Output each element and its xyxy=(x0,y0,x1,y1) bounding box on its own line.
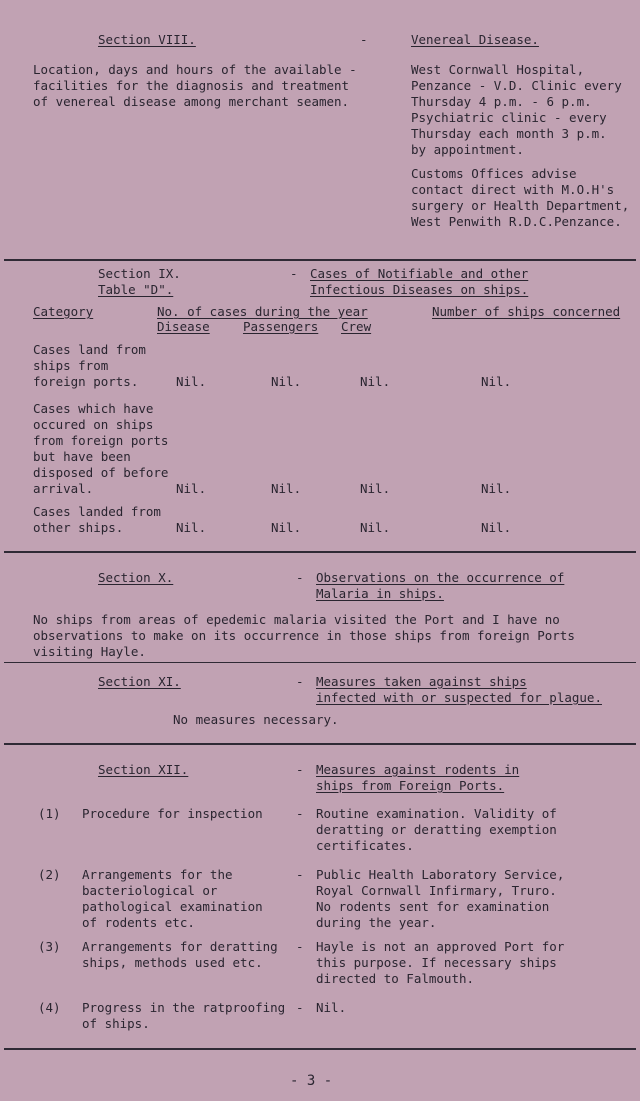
section-divider xyxy=(4,662,636,663)
item-text: Nil. xyxy=(316,1000,347,1015)
row-category: Cases which have occured on ships from foreign ports but have been disposed of before arrival. xyxy=(33,401,169,496)
item-text: Routine examination. Validity of deratting or deratting exemption certificates. xyxy=(316,806,557,853)
section-ix-heading-line1: Cases of Notifiable and other xyxy=(310,266,529,281)
section-xii-title: Section XII. xyxy=(98,762,189,777)
item-label: Arrangements for the bacteriological or pathological examination of rodents etc. xyxy=(82,867,263,930)
section-viii-description: Location, days and hours of the available - facilities for the diagnosis and treatment of venereal disease among merchant seamen. xyxy=(33,62,357,109)
cell-ships: Nil. xyxy=(481,374,512,389)
section-x-heading-line2: Malaria in ships. xyxy=(316,586,444,601)
item-label: Progress in the ratproofing of ships. xyxy=(82,1000,286,1031)
section-ix-title: Section IX. xyxy=(98,266,181,281)
row-category: Cases landed from other ships. xyxy=(33,504,161,535)
item-dash: - xyxy=(296,1000,304,1015)
section-xii-dash: - xyxy=(296,762,304,777)
section-viii-heading: Venereal Disease. xyxy=(411,32,539,47)
cell-disease: Nil. xyxy=(176,374,207,389)
column-header-category: Category xyxy=(33,304,94,319)
item-number: (1) xyxy=(38,806,61,821)
item-dash: - xyxy=(296,806,304,821)
column-header-cases: No. of cases during the year xyxy=(157,304,368,319)
section-x-dash: - xyxy=(296,570,304,585)
cell-disease: Nil. xyxy=(176,481,207,496)
cell-passengers: Nil. xyxy=(271,374,302,389)
cell-crew: Nil. xyxy=(360,481,391,496)
section-divider xyxy=(4,743,636,745)
vd-clinic-details: West Cornwall Hospital, Penzance - V.D. Clinic every Thursday 4 p.m. - 6 p.m. Psychiatric clinic - every Thursday each month 3 p.m. by appointment. xyxy=(411,62,622,157)
item-number: (3) xyxy=(38,939,61,954)
section-x-title: Section X. xyxy=(98,570,174,585)
section-xi-heading-line1: Measures taken against ships xyxy=(316,674,527,689)
item-text: Public Health Laboratory Service, Royal Cornwall Infirmary, Truro. No rodents sent for examination during the year. xyxy=(316,867,565,930)
section-xi-body: No measures necessary. xyxy=(173,712,339,727)
cell-passengers: Nil. xyxy=(271,481,302,496)
section-xii-heading-line2: ships from Foreign Ports. xyxy=(316,778,505,793)
item-dash: - xyxy=(296,867,304,882)
cell-crew: Nil. xyxy=(360,520,391,535)
section-ix-dash: - xyxy=(290,266,298,281)
cell-disease: Nil. xyxy=(176,520,207,535)
section-divider xyxy=(4,551,636,553)
row-category: Cases land from ships from foreign ports. xyxy=(33,342,146,389)
section-ix-heading-line2: Infectious Diseases on ships. xyxy=(310,282,529,297)
item-dash: - xyxy=(296,939,304,954)
section-xi-dash: - xyxy=(296,674,304,689)
item-label: Arrangements for deratting ships, methods used etc. xyxy=(82,939,278,970)
column-header-crew: Crew xyxy=(341,319,372,334)
item-text: Hayle is not an approved Port for this purpose. If necessary ships directed to Falmouth. xyxy=(316,939,565,986)
cell-passengers: Nil. xyxy=(271,520,302,535)
section-x-heading-line1: Observations on the occurrence of xyxy=(316,570,565,585)
section-x-body: No ships from areas of epedemic malaria visited the Port and I have no observations to make on its occurrence in those ships from foreign Ports visiting Hayle. xyxy=(33,612,575,659)
section-divider xyxy=(4,1048,636,1050)
column-header-disease: Disease xyxy=(157,319,210,334)
section-xi-heading-line2: infected with or suspected for plague. xyxy=(316,690,602,705)
column-header-ships: Number of ships concerned xyxy=(432,304,621,319)
section-viii-title: Section VIII. xyxy=(98,32,196,47)
section-divider xyxy=(4,259,636,261)
cell-ships: Nil. xyxy=(481,520,512,535)
item-number: (4) xyxy=(38,1000,61,1015)
cell-crew: Nil. xyxy=(360,374,391,389)
section-xii-heading-line1: Measures against rodents in xyxy=(316,762,520,777)
item-number: (2) xyxy=(38,867,61,882)
item-label: Procedure for inspection xyxy=(82,806,263,821)
section-viii-dash: - xyxy=(360,32,368,47)
table-d-label: Table "D". xyxy=(98,282,174,297)
column-header-passengers: Passengers xyxy=(243,319,319,334)
section-xi-title: Section XI. xyxy=(98,674,181,689)
customs-advice: Customs Offices advise contact direct with M.O.H's surgery or Health Department, West Penwith R.D.C.Penzance. xyxy=(411,166,630,229)
cell-ships: Nil. xyxy=(481,481,512,496)
page-number: - 3 - xyxy=(290,1073,333,1089)
